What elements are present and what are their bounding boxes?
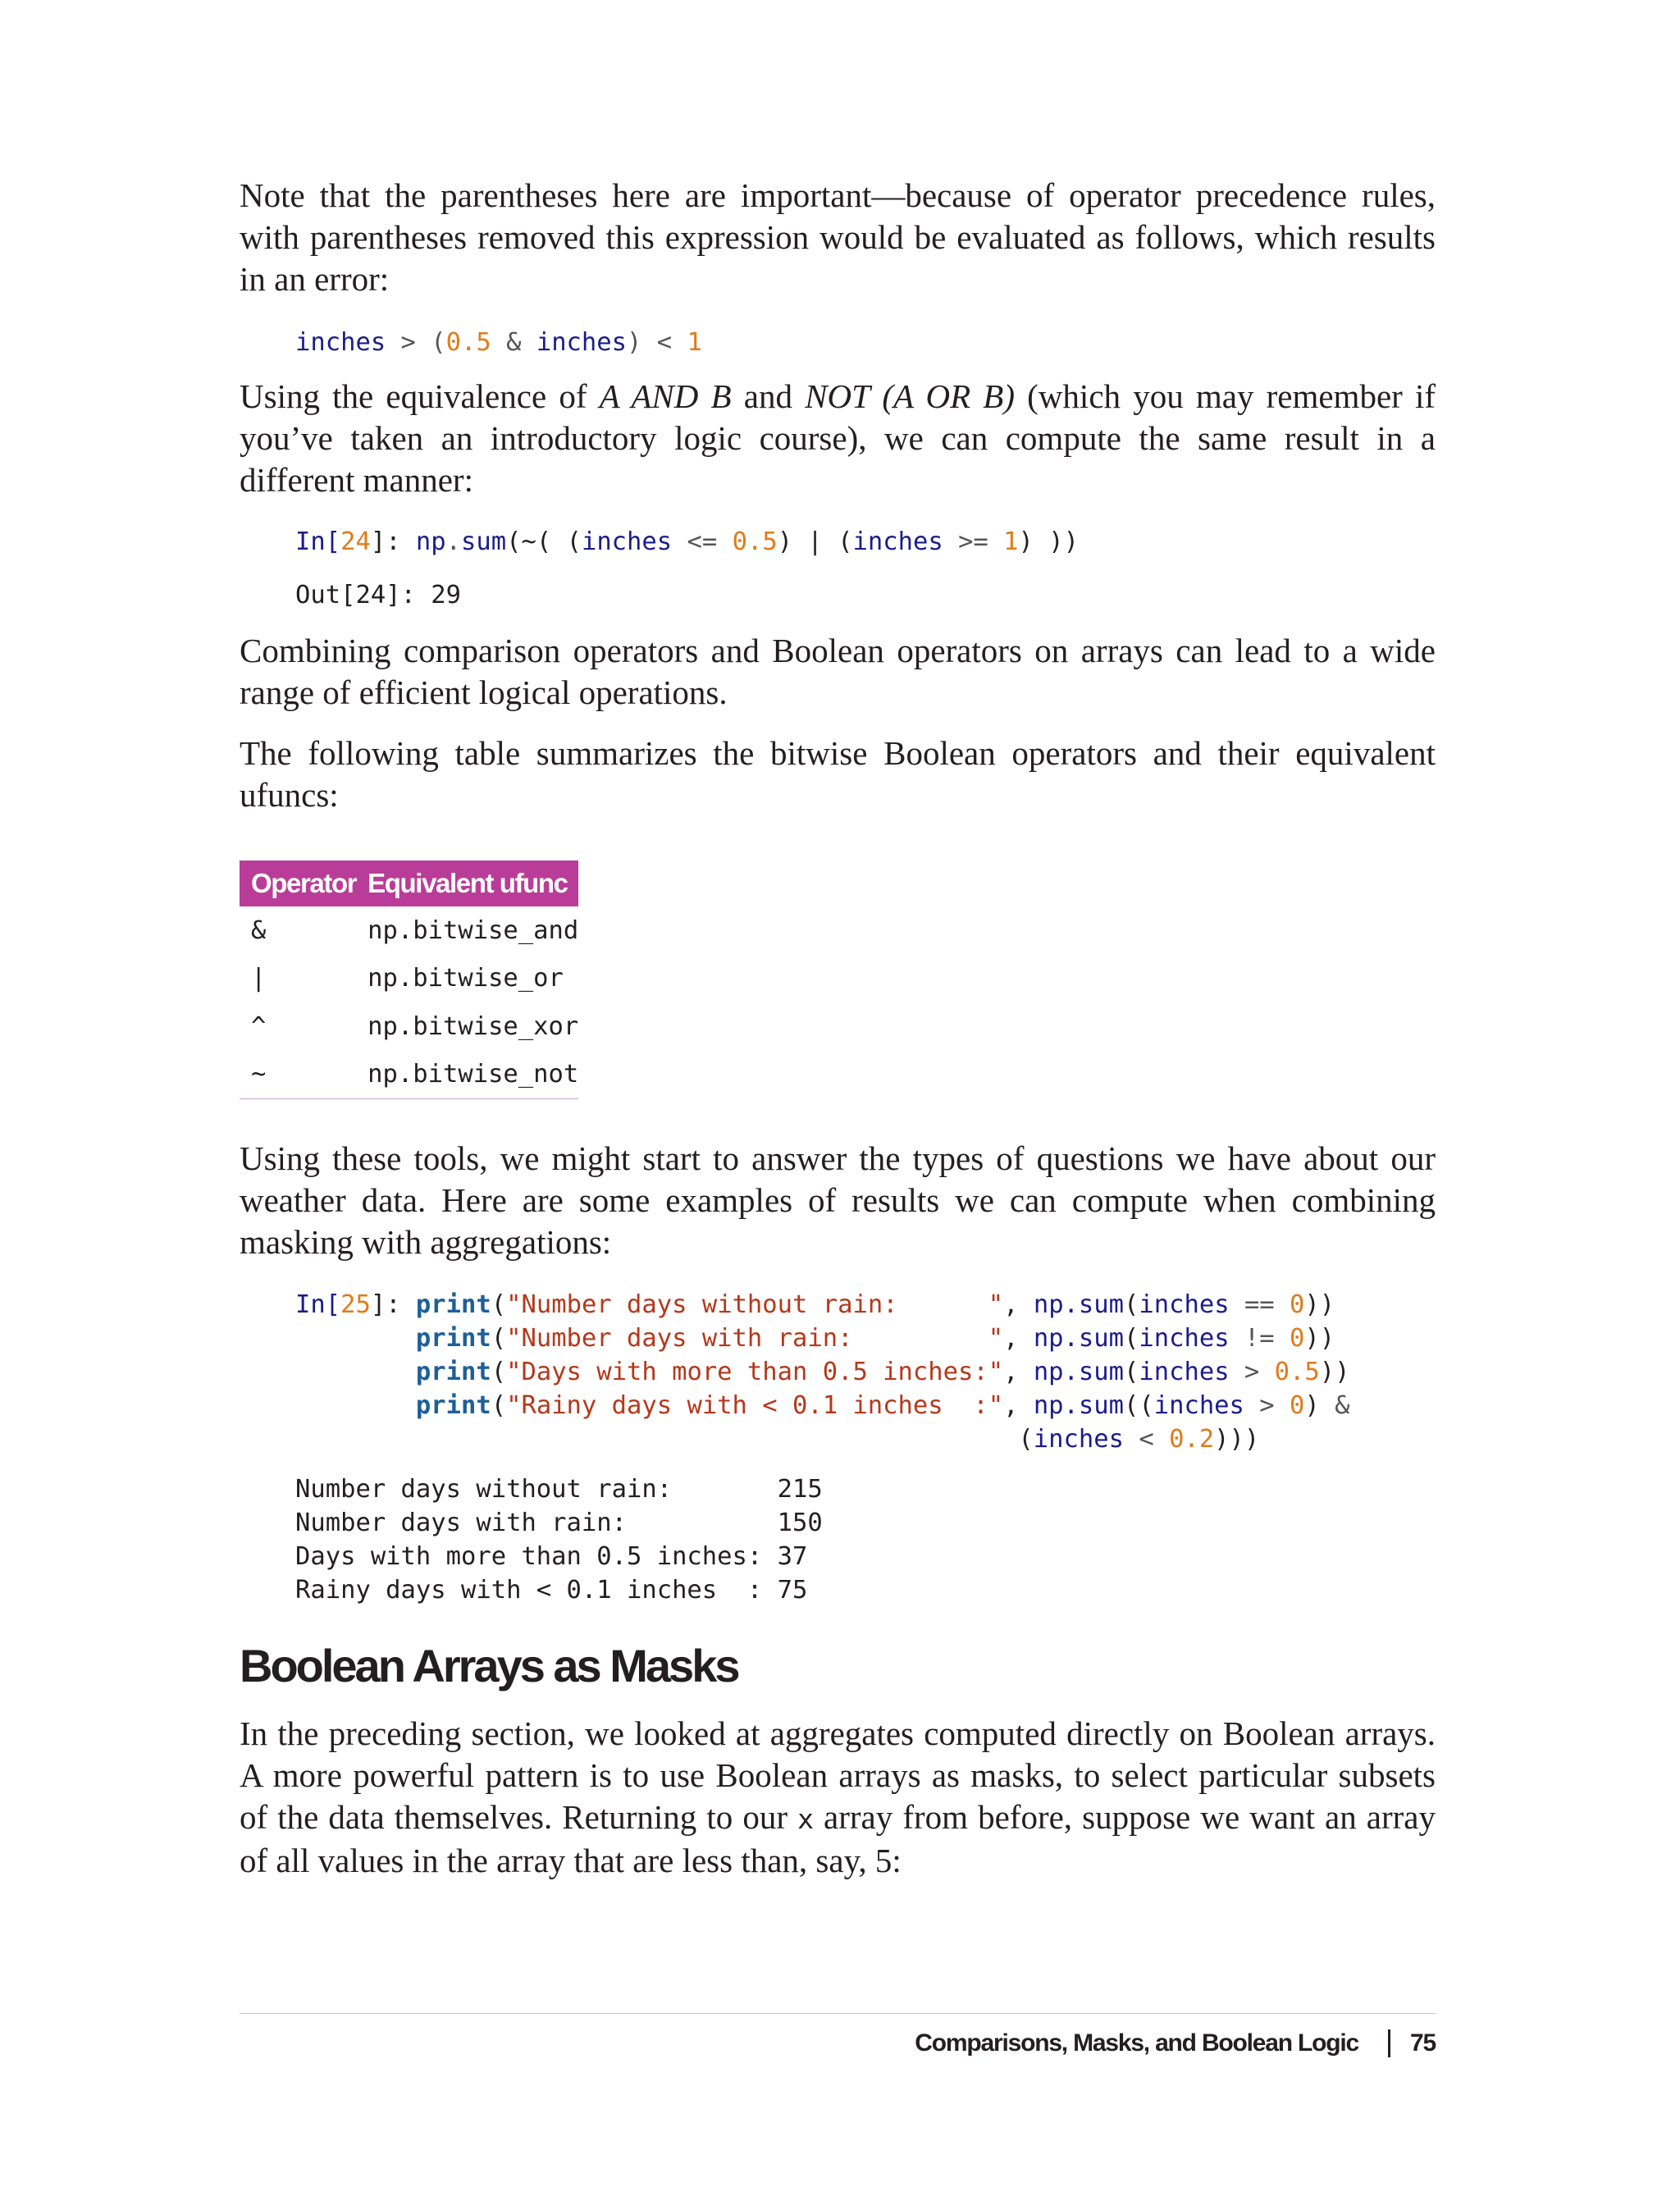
code-token: 0 bbox=[1290, 1324, 1305, 1353]
text-run: array from before, suppose we want an array of all values in the array that are less than, say, 5: bbox=[240, 1798, 1436, 1879]
code-token: > ( bbox=[386, 328, 446, 357]
code-token: ) )) bbox=[1018, 527, 1079, 556]
footer-rule bbox=[240, 2013, 1436, 2014]
code-token: np.sum bbox=[1033, 1358, 1124, 1386]
table-cell-ufunc: np.bitwise_not bbox=[356, 1051, 578, 1099]
paragraph-parentheses-note: Note that the parentheses here are important—because of operator precedence rules, with parentheses removed this expression would be evaluated as follows, which results in an error: bbox=[240, 176, 1436, 298]
text-run: (which you may remember if you’ve taken an introductory logic course), we can compute the same result in a different manner: bbox=[240, 377, 1436, 499]
code-token: inches bbox=[581, 527, 673, 556]
table-row bbox=[240, 906, 578, 955]
code-token: 0 bbox=[1290, 1391, 1305, 1420]
table-cell-operator: ^ bbox=[251, 1011, 267, 1041]
code-token: print bbox=[415, 1358, 491, 1386]
code-token: np bbox=[415, 527, 446, 556]
code-token: 1 bbox=[1003, 527, 1019, 556]
paragraph-tools: Using these tools, we might start to answer the types of questions we have about our weather data. Here are some examples of results we can compute when combining masking with aggregations: bbox=[240, 1139, 1436, 1261]
code-token: 1 bbox=[687, 328, 702, 357]
table-header-row bbox=[240, 861, 578, 906]
code-token: inches bbox=[1139, 1290, 1230, 1319]
code-token: ]: bbox=[370, 527, 416, 556]
code-token: print bbox=[415, 1391, 491, 1420]
table-cell-operator: ~ bbox=[240, 1051, 356, 1099]
code-token: 0.5 bbox=[1274, 1358, 1320, 1386]
code-token: 25 bbox=[340, 1290, 371, 1319]
output-line: Rainy days with < 0.1 inches : 75 bbox=[295, 1576, 808, 1605]
code-token: . bbox=[445, 527, 462, 556]
table-row bbox=[240, 1051, 578, 1099]
code-token: & bbox=[1319, 1391, 1350, 1420]
code-token: sum bbox=[461, 527, 507, 556]
code-token: <= bbox=[672, 527, 733, 556]
operators-table bbox=[240, 861, 578, 1099]
table-row bbox=[240, 955, 578, 1003]
code-token: inches bbox=[536, 328, 628, 357]
code-block-in25: In[25]: print("Number days without rain: ", np.sum(inches == 0)) print("Number days with rain: ", np.sum(inches != 0)) print("Days with more than 0.5 inches:", np.sum(inches > 0.5)) print("Rainy days with < 0.1 inches :", np.sum((inches > 0) & (inches < 0.2))) bbox=[295, 1290, 1350, 1454]
table-cell-ufunc: np.bitwise_xor bbox=[368, 1011, 579, 1041]
paragraph-combining: Combining comparison operators and Boolean operators on arrays can lead to a wide range of efficient logical operations. bbox=[240, 632, 1436, 711]
page-footer bbox=[915, 2029, 1436, 2057]
code-output-out24: Out[24]: 29 bbox=[295, 581, 461, 609]
code-token: In[ bbox=[295, 527, 341, 556]
code-token: "Number days without rain: " bbox=[506, 1290, 1004, 1319]
code-token: 0 bbox=[1290, 1290, 1305, 1319]
code-token: "Number days with rain: " bbox=[506, 1324, 1004, 1353]
code-token: (~( ( bbox=[506, 527, 582, 556]
text-run: In the preceding section, we looked at aggregates computed directly on Boolean arrays. A more powerful pattern is to use Boolean arrays as masks, to select particular subsets of the data themselves. Returning to our bbox=[240, 1714, 1436, 1836]
code-token: ]: bbox=[370, 1290, 416, 1319]
code-token: inches bbox=[1153, 1391, 1244, 1420]
code-token: np.sum bbox=[1033, 1324, 1124, 1353]
code-token: > bbox=[1229, 1358, 1275, 1386]
table-cell-operator: | bbox=[251, 964, 267, 993]
paragraph-table-intro: The following table summarizes the bitwise Boolean operators and their equivalent ufuncs: bbox=[240, 734, 1436, 814]
section-heading: Boolean Arrays as Masks bbox=[240, 1640, 738, 1691]
code-token: inches bbox=[1139, 1324, 1230, 1353]
table-row bbox=[240, 1002, 578, 1051]
code-token: np.sum bbox=[1033, 1391, 1124, 1420]
text-run: Using the equivalence of bbox=[240, 377, 600, 415]
code-token: == bbox=[1229, 1290, 1290, 1319]
text-run: and bbox=[731, 377, 806, 415]
code-token: "Rainy days with < 0.1 inches :" bbox=[506, 1391, 1004, 1420]
code-token: print bbox=[415, 1290, 491, 1319]
table-cell-operator: & bbox=[251, 915, 267, 945]
code-token: inches bbox=[295, 328, 386, 357]
text-run-italic: A AND B bbox=[599, 377, 732, 415]
paragraph-equivalence bbox=[240, 376, 1436, 501]
code-token: "Days with more than 0.5 inches:" bbox=[506, 1358, 1004, 1386]
table-header: Operator bbox=[240, 861, 356, 906]
code-token: > bbox=[1244, 1391, 1290, 1420]
code-block-in24 bbox=[295, 525, 1079, 559]
code-token: inches bbox=[1139, 1358, 1230, 1386]
page-number: 75 bbox=[1410, 2029, 1436, 2057]
code-token: ) | ( bbox=[777, 527, 853, 556]
code-token: < bbox=[1123, 1425, 1170, 1454]
code-token: 0.2 bbox=[1169, 1425, 1215, 1454]
code-token: ) < bbox=[627, 328, 687, 357]
code-token: 24 bbox=[340, 527, 371, 556]
paragraph-masks bbox=[240, 1713, 1436, 1882]
code-token: print bbox=[415, 1324, 491, 1353]
code-token: >= bbox=[943, 527, 1004, 556]
footer-separator bbox=[1388, 2029, 1390, 2057]
code-token: In[ bbox=[295, 1290, 341, 1319]
code-block-error-expression bbox=[295, 326, 702, 359]
code-token: != bbox=[1229, 1324, 1290, 1353]
code-token: inches bbox=[1033, 1425, 1124, 1454]
code-token: inches bbox=[852, 527, 943, 556]
footer-chapter-title: Comparisons, Masks, and Boolean Logic bbox=[915, 2029, 1359, 2057]
table-cell-ufunc: np.bitwise_and bbox=[368, 915, 579, 945]
code-token: 0.5 bbox=[445, 328, 491, 357]
code-token: np.sum bbox=[1033, 1290, 1125, 1319]
table-header: Equivalent ufunc bbox=[356, 861, 578, 906]
table-cell-ufunc: np.bitwise_or bbox=[368, 964, 564, 993]
output-line: Days with more than 0.5 inches: 37 bbox=[295, 1542, 808, 1571]
output-line: Number days without rain: 215 bbox=[295, 1475, 823, 1504]
code-token: & bbox=[491, 328, 536, 357]
code-output-results bbox=[295, 1472, 823, 1607]
inline-code: x bbox=[797, 1803, 814, 1835]
code-token: 0.5 bbox=[732, 527, 778, 556]
output-line: Number days with rain: 150 bbox=[295, 1509, 823, 1537]
text-run-italic: NOT (A OR B) bbox=[805, 377, 1015, 415]
